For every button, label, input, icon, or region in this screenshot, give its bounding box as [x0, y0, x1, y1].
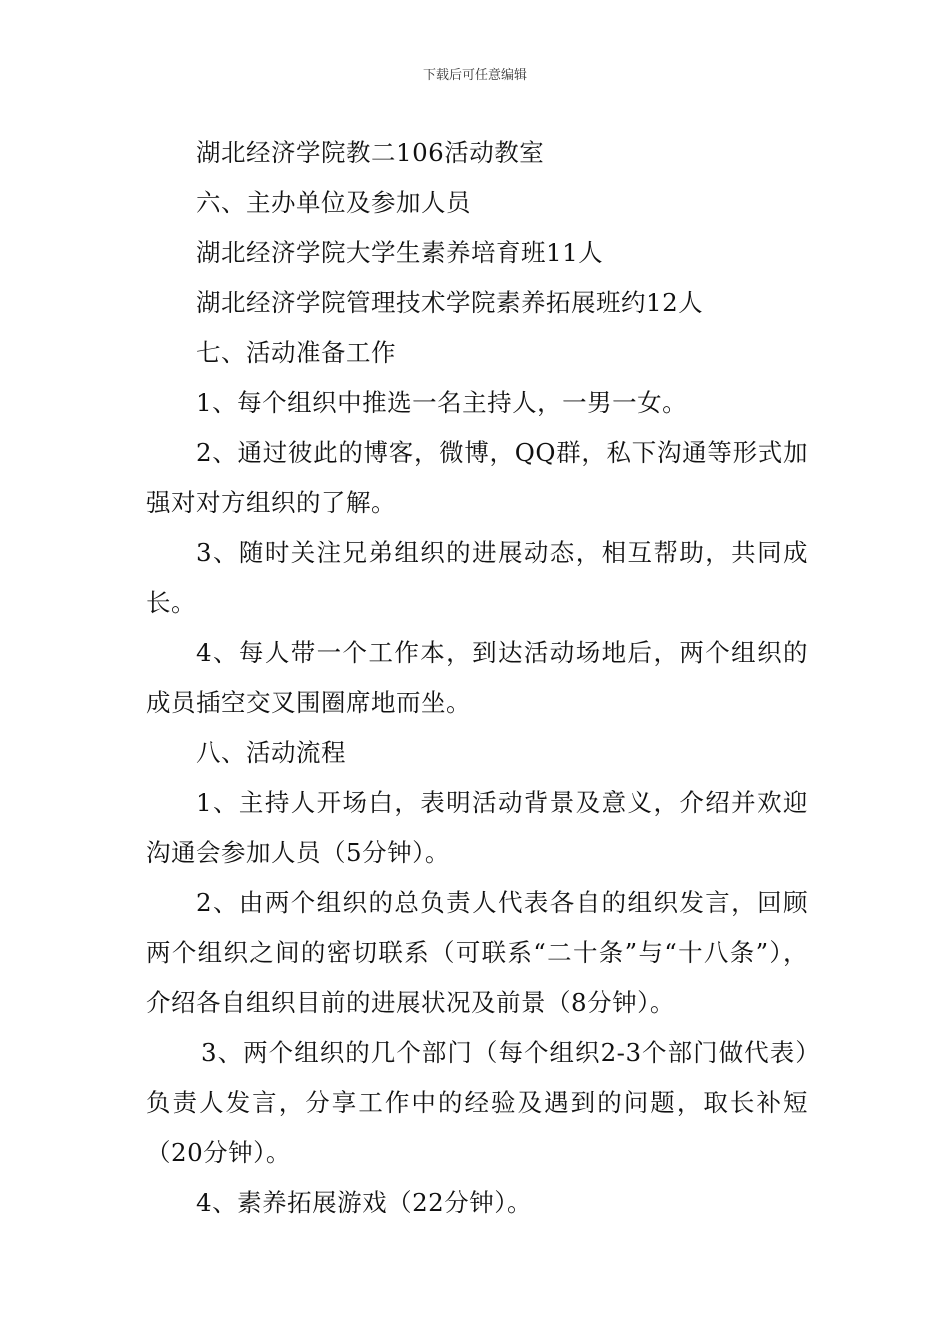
process-item-1: 1、主持人开场白，表明活动背景及意义，介绍并欢迎沟通会参加人员（5分钟）。	[146, 788, 808, 867]
section-heading-process: 八、活动流程	[196, 738, 346, 767]
participant-line-2: 湖北经济学院管理技术学院素养拓展班约12人	[196, 288, 704, 317]
prep-item-1: 1、每个组织中推选一名主持人，一男一女。	[196, 388, 688, 417]
prep-item-2: 2、通过彼此的博客，微博，QQ群，私下沟通等形式加强对对方组织的了解。	[146, 438, 808, 517]
venue-line: 湖北经济学院教二106活动教室	[196, 138, 545, 167]
prep-item-4: 4、每人带一个工作本，到达活动场地后，两个组织的成员插空交叉围圈席地而坐。	[146, 638, 808, 717]
document-body	[146, 128, 808, 1228]
process-item-3: 3、两个组织的几个部门（每个组织2-3个部门做代表）负责人发言，分享工作中的经验及遇到的问题，取长补短（20分钟）。	[146, 1038, 808, 1167]
participant-line-1: 湖北经济学院大学生素养培育班11人	[196, 238, 604, 267]
section-heading-organizers: 六、主办单位及参加人员	[196, 188, 471, 217]
process-item-2: 2、由两个组织的总负责人代表各自的组织发言，回顾两个组织之间的密切联系（可联系“二十条”与“十八条”），介绍各自组织目前的进展状况及前景（8分钟）。	[146, 888, 808, 1017]
process-item-4: 4、素养拓展游戏（22分钟）。	[196, 1188, 533, 1217]
page-header: 下载后可任意编辑	[422, 68, 527, 83]
section-heading-preparation: 七、活动准备工作	[196, 338, 396, 367]
prep-item-3: 3、随时关注兄弟组织的进展动态，相互帮助，共同成长。	[146, 538, 808, 617]
